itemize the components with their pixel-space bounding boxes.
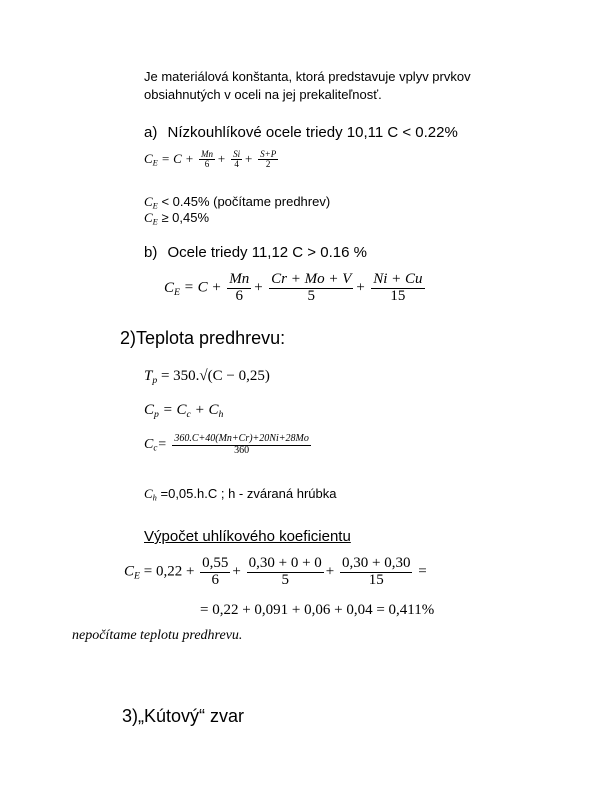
section-b-marker: b) — [144, 244, 158, 261]
section-3-heading: 3)„Kútový“ zvar — [122, 706, 245, 726]
calc-line-2: = 0,22 + 0,091 + 0,06 + 0,04 = 0,411% — [200, 602, 435, 618]
intro-text — [144, 68, 471, 104]
fraction-si: $\frac{Si}{4}$ — [233, 149, 241, 170]
condition-2: CE ≥ 0,45% — [144, 210, 210, 227]
section-a-heading — [144, 124, 458, 141]
ce-symbol: CE — [164, 279, 180, 298]
equals-term: = C + — [161, 150, 194, 166]
formula-cp: Cp = Cc + Ch — [144, 402, 224, 420]
formula-ce-steel-11-12: CE = C + $\frac{Mn}{6}$ + $\frac{Cr + Mo + V}{5}$ + $\frac{Ni + Cu}{15}$ — [164, 271, 423, 304]
fraction-calc-2: $\frac{0,30 + 0 + 0}{5}$ — [248, 555, 322, 588]
section-a-marker: a) — [144, 124, 158, 141]
formula-ce-low-carbon: CE = C + $\frac{Mn}{6}$ + $\frac{Si}{4}$ + $\frac{S+P}{2}$ — [144, 149, 277, 170]
fraction-cr-mo-v: $\frac{Cr + Mo + V}{5}$ — [271, 271, 352, 304]
formula-ch: Ch =0,05.h.C ; h - zváraná hrúbka — [144, 486, 337, 503]
condition-1: CE < 0.45% (počítame predhrev) — [144, 194, 331, 211]
fraction-sp: $\frac{S+P}{2}$ — [260, 149, 277, 170]
calc-conclusion: nepočítame teplotu predhrevu. — [72, 628, 243, 643]
intro-line-1: Je materiálová konštanta, ktorá predstavuje vplyv prvkov — [144, 69, 471, 84]
calc-line-1: CE = 0,22 + $\frac{0,55}{6}$ + $\frac{0,30 + 0 + 0}{5}$ + $\frac{0,30 + 0,30}{15}$ = — [124, 555, 427, 588]
section-2-heading: 2)Teplota predhrevu: — [120, 328, 286, 348]
fraction-calc-1: $\frac{0,55}{6}$ — [202, 555, 229, 588]
formula-cc: Cc= $\frac{360.C+40(Mn+Cr)+20Ni+28Mo}{360}$ — [144, 433, 309, 456]
section-a-title: Nízkouhlíkové ocele triedy 10,11 C < 0.22% — [167, 124, 458, 141]
fraction-mn: $\frac{Mn}{6}$ — [201, 149, 214, 170]
formula-tp: Tp = 350.√(C − 0,25) — [144, 368, 270, 386]
fraction-cc: $\frac{360.C+40(Mn+Cr)+20Ni+28Mo}{360}$ — [174, 433, 309, 456]
section-b-title: Ocele triedy 11,12 C > 0.16 % — [167, 244, 367, 261]
section-b-heading — [144, 244, 367, 261]
calc-heading: Výpočet uhlíkového koeficientu — [144, 528, 351, 545]
fraction-mn: $\frac{Mn}{6}$ — [229, 271, 250, 304]
ce-symbol: CE — [144, 150, 158, 168]
fraction-ni-cu: $\frac{Ni + Cu}{15}$ — [373, 271, 423, 304]
intro-line-2: obsiahnutých v oceli na jej prekaliteľnosť. — [144, 87, 382, 102]
fraction-calc-3: $\frac{0,30 + 0,30}{15}$ — [342, 555, 411, 588]
